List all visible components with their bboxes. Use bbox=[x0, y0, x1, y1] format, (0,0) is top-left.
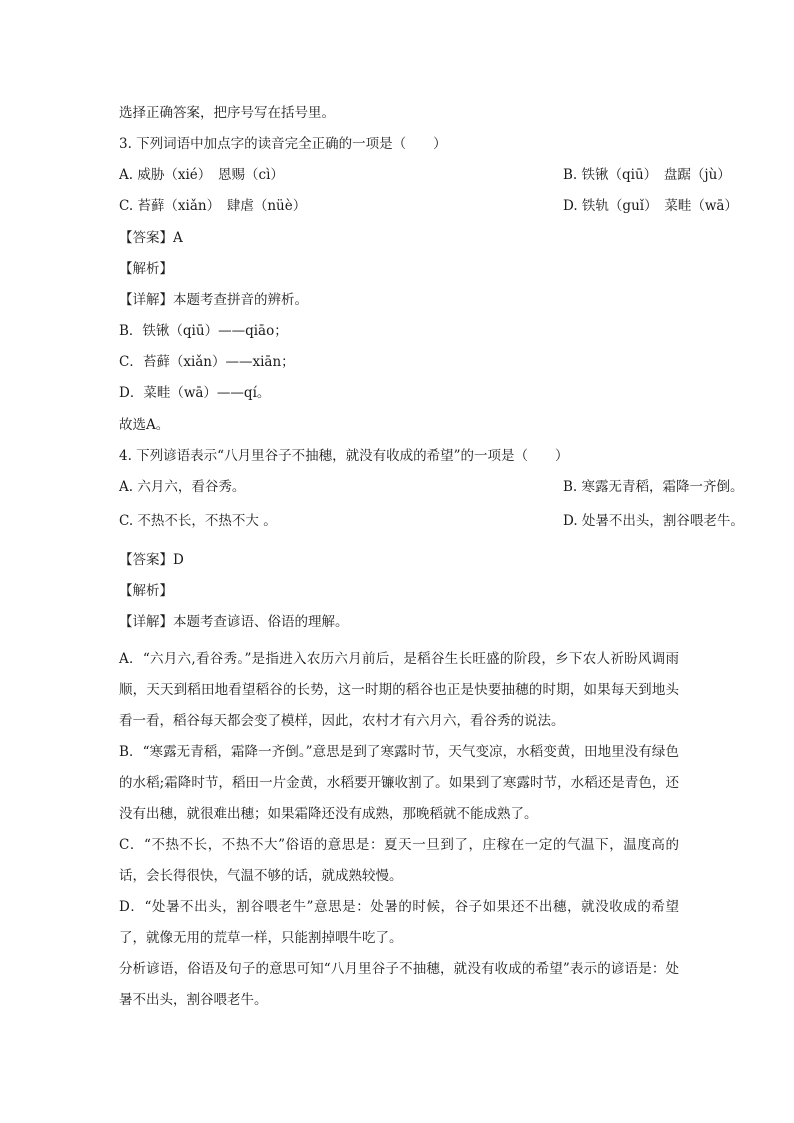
instruction-text: 选择正确答案，把序号写在括号里。 bbox=[119, 105, 335, 121]
q4-option-c: C. 不热不长，不热不大 。 bbox=[119, 513, 277, 529]
question-4-stem: 4. 下列谚语表示“八月里谷子不抽穗，就没有收成的希望”的一项是（ ） bbox=[119, 448, 569, 464]
q3-option-c: C. 苔藓（xiǎn） 肆虐（nüè） bbox=[119, 198, 307, 214]
q4-explanation-a: A．“六月六,看谷秀。”是指进入农历六月前后，是稻谷生长旺盛的阶段，乡下农人祈盼风调雨顺，天天到稻田地看望稻谷的长势，这一时期的稻谷也正是快要抽穗的时期，如果每天到地头看一看，稻谷每天都会变了模样，因此，农村才有六月六，看谷秀的说法。 bbox=[119, 651, 679, 729]
q4-option-d: D. 处暑不出头，割谷喂老牛。 bbox=[563, 513, 744, 529]
question-4-options-row-2 bbox=[119, 511, 744, 531]
q3-option-a: A. 威胁（xié） 恩赐（cì） bbox=[119, 167, 284, 183]
q3-option-b: B. 铁锹（qiū） 盘踞（jù） bbox=[563, 167, 731, 183]
q3-conclusion: 故选A。 bbox=[119, 417, 170, 433]
q3-option-d: D. 铁轨（guǐ） 菜畦（wā） bbox=[563, 198, 738, 214]
question-3-stem: 3. 下列词语中加点字的读音完全正确的一项是（ ） bbox=[119, 136, 447, 152]
q4-analysis-label: 【解析】 bbox=[119, 583, 173, 599]
q4-explanation-b: B．“寒露无青稻，霜降一齐倒。”意思是到了寒露时节，天气变凉，水稻变黄，田地里没有绿色的水稻;霜降时节，稻田一片金黄，水稻要开镰收割了。如果到了寒露时节，水稻还是青色，还没有出穗，就很难出穗；如果霜降还没有成熟，那晚稻就不能成熟了。 bbox=[119, 744, 679, 822]
q4-explanation-d: D．“处暑不出头，割谷喂老牛”意思是：处暑的时候，谷子如果还不出穗，就没收成的希望了，就像无用的荒草一样，只能割掉喂牛吃了。 bbox=[119, 899, 679, 946]
q4-summary: 分析谚语，俗语及句子的意思可知“八月里谷子不抽穗，就没有收成的希望”表示的谚语是：处暑不出头，割谷喂老牛。 bbox=[119, 961, 679, 1008]
q4-option-b: B. 寒露无青稻，霜降一齐倒。 bbox=[563, 479, 744, 495]
q3-note-b: B．铁锹（qiū）——qiāo； bbox=[119, 323, 288, 339]
question-4-options-row-1 bbox=[119, 477, 744, 497]
q3-answer: 【答案】A bbox=[119, 230, 183, 246]
question-3-options-row-2 bbox=[119, 196, 738, 216]
q4-explanation-c: C．“不热不长，不热不大”俗语的意思是：夏天一旦到了，庄稼在一定的气温下，温度高的话，会长得很快，气温不够的话，就成熟较慢。 bbox=[119, 837, 679, 884]
q4-detail: 【详解】本题考查谚语、俗语的理解。 bbox=[119, 614, 349, 630]
q4-option-a: A. 六月六，看谷秀。 bbox=[119, 479, 246, 495]
q3-note-d: D．菜畦（wā）——qí。 bbox=[119, 385, 271, 401]
q3-note-c: C．苔藓（xiǎn）——xiān； bbox=[119, 354, 295, 370]
q3-detail: 【详解】本题考查拼音的辨析。 bbox=[119, 292, 308, 308]
q4-answer: 【答案】D bbox=[119, 552, 184, 568]
question-3-options-row-1 bbox=[119, 165, 731, 185]
q3-analysis-label: 【解析】 bbox=[119, 261, 173, 277]
